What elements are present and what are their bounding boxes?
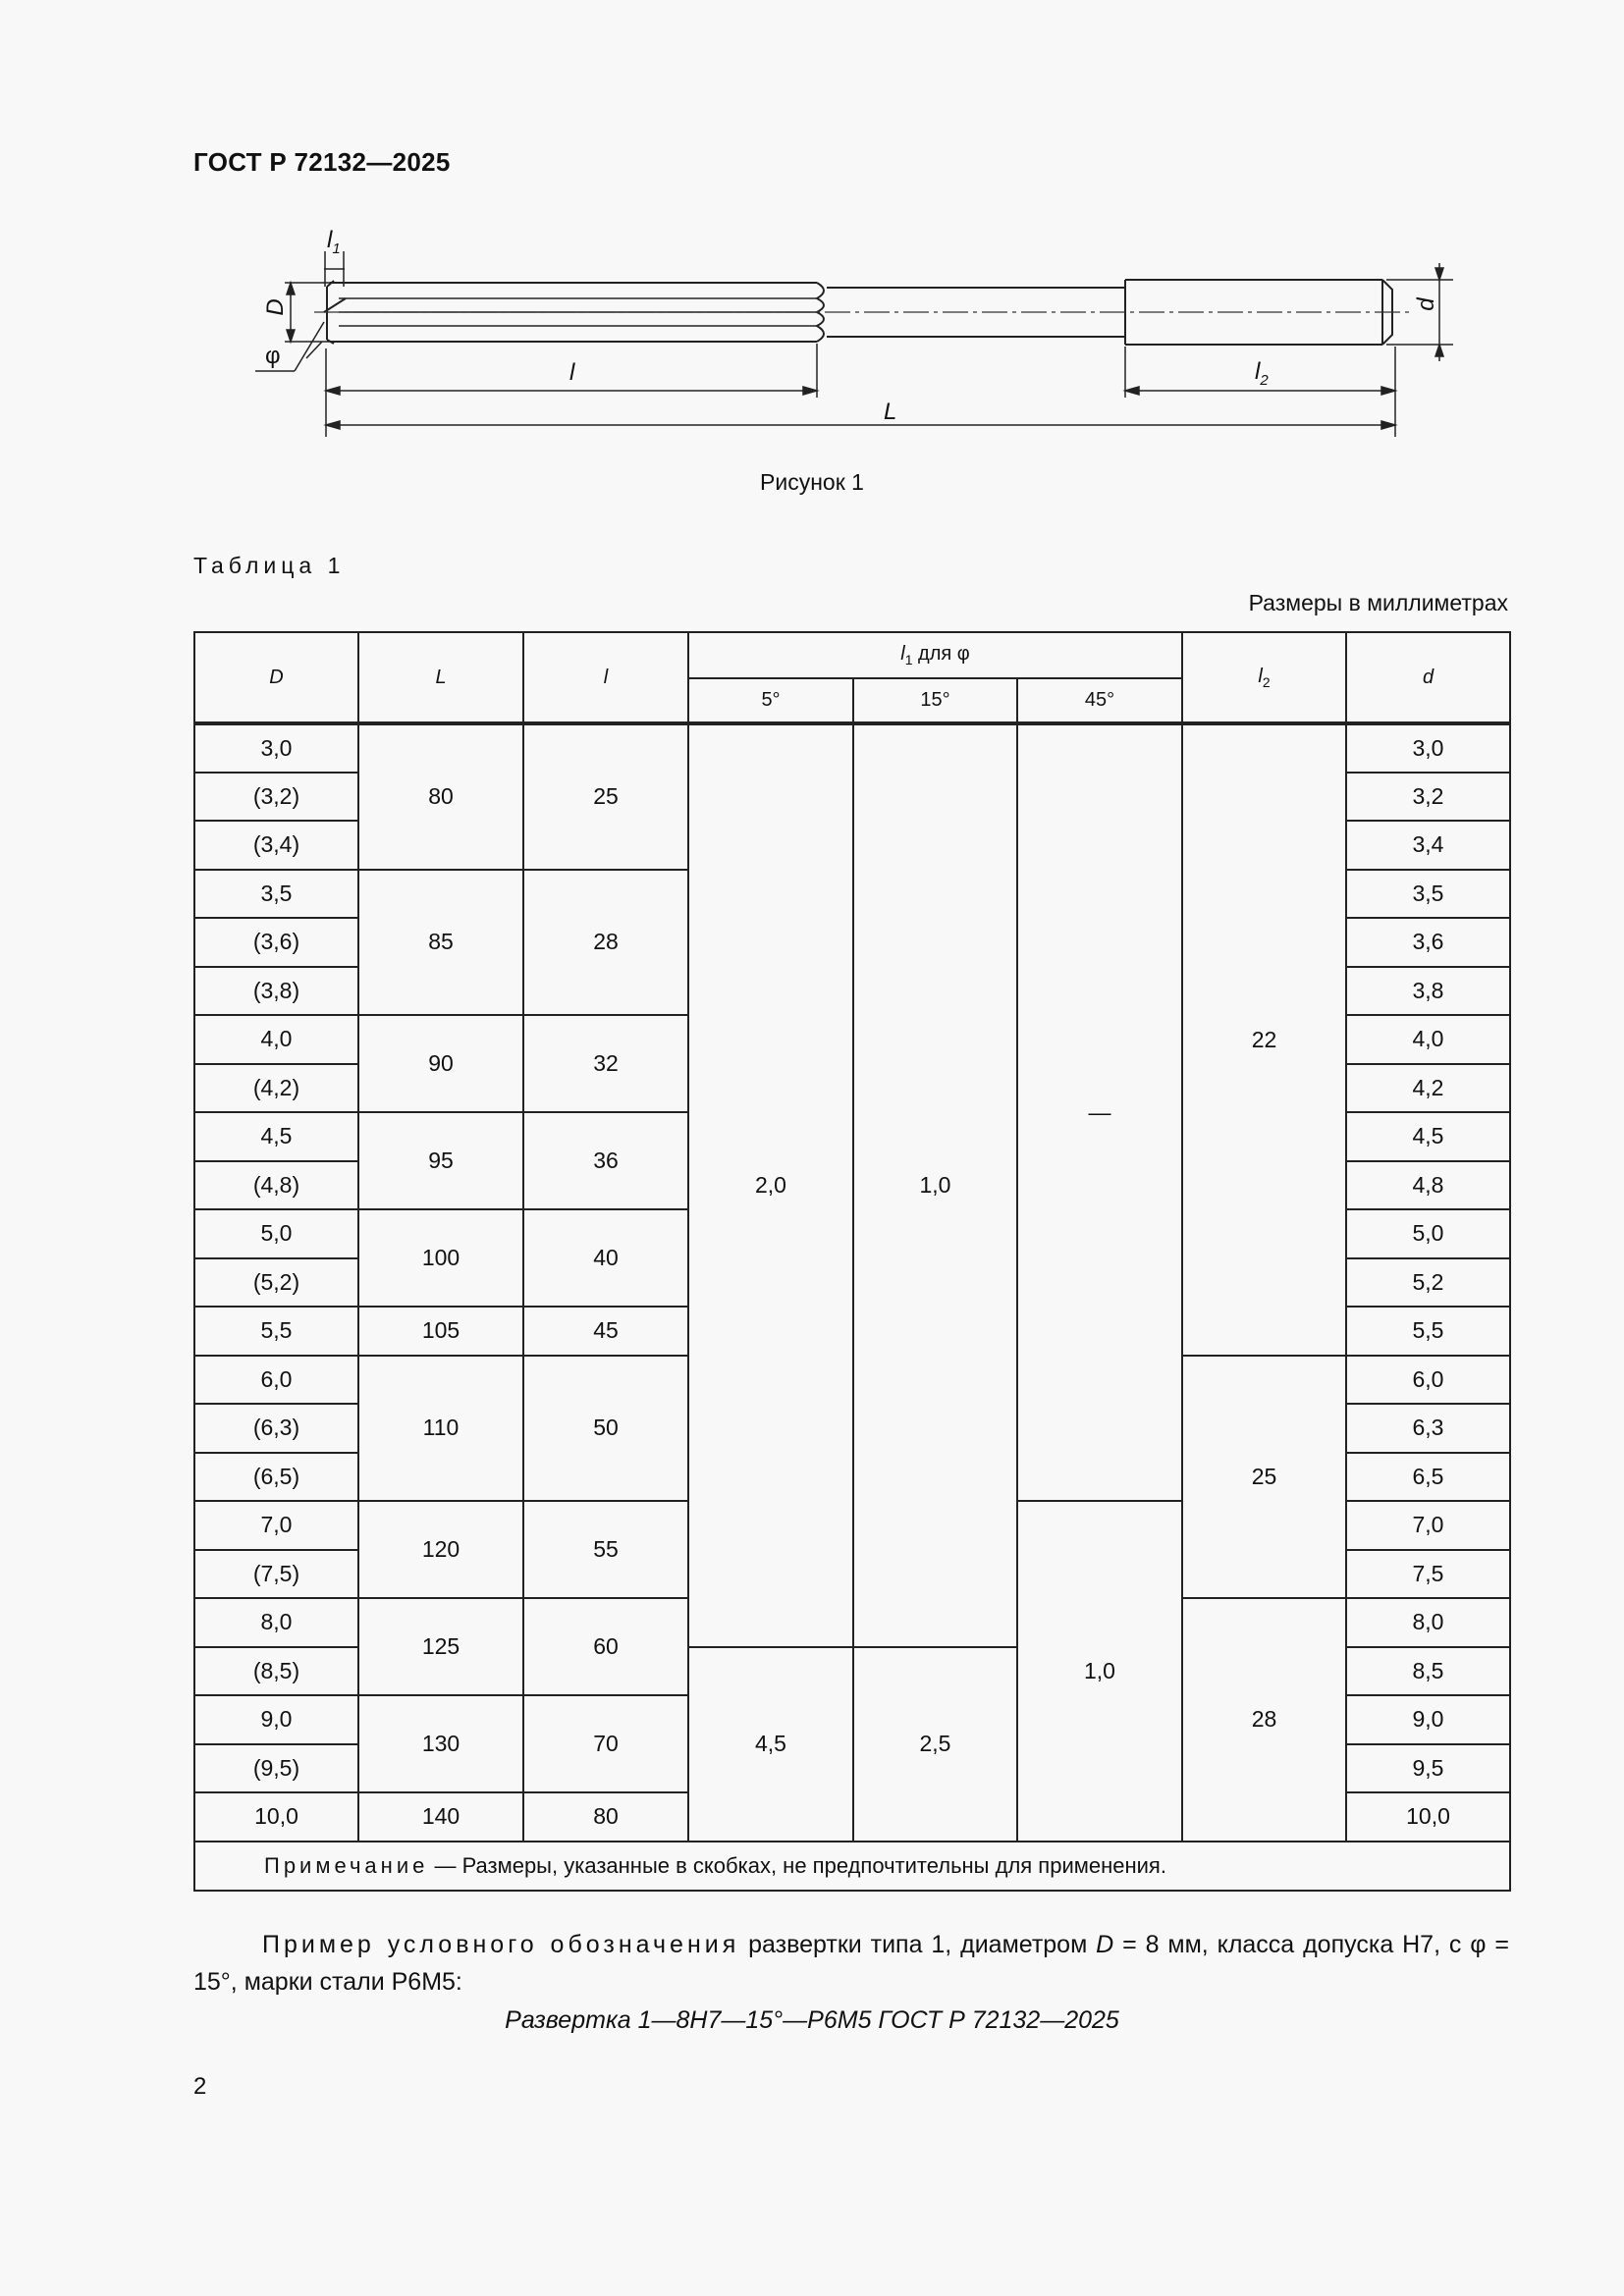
cell-D: (4,2) <box>194 1064 358 1113</box>
cell-D: 3,5 <box>194 870 358 919</box>
cell-l1-5: 4,5 <box>688 1647 853 1842</box>
cell-d: 4,0 <box>1346 1015 1510 1064</box>
cell-D: (3,2) <box>194 773 358 822</box>
cell-d: 6,5 <box>1346 1453 1510 1502</box>
cell-D: 4,5 <box>194 1112 358 1161</box>
cell-d: 3,6 <box>1346 918 1510 967</box>
cell-L: 100 <box>358 1209 523 1307</box>
header-L: L <box>358 632 523 723</box>
cell-l1-45: — <box>1017 723 1182 1501</box>
cell-l1-5: 2,0 <box>688 723 853 1647</box>
cell-d: 5,5 <box>1346 1307 1510 1356</box>
cell-L: 130 <box>358 1695 523 1792</box>
cell-L: 85 <box>358 870 523 1016</box>
table-note: Примечание — Размеры, указанные в скобках, не предпочтительны для применения. <box>194 1842 1510 1891</box>
cell-D: 9,0 <box>194 1695 358 1744</box>
cell-l: 40 <box>523 1209 688 1307</box>
cell-d: 4,2 <box>1346 1064 1510 1113</box>
cell-D: 10,0 <box>194 1792 358 1842</box>
label-l2: $l_2$ <box>1255 358 1269 389</box>
cell-D: (7,5) <box>194 1550 358 1599</box>
header-phi-5: 5° <box>688 678 853 723</box>
header-l1-for-phi: $l_1$ для φ <box>688 632 1182 678</box>
cell-l1-15: 1,0 <box>853 723 1017 1647</box>
cell-d: 8,0 <box>1346 1598 1510 1647</box>
cell-D: (8,5) <box>194 1647 358 1696</box>
cell-d: 4,8 <box>1346 1161 1510 1210</box>
page-number: 2 <box>193 2073 207 2100</box>
cell-l: 80 <box>523 1792 688 1842</box>
cell-D: 4,0 <box>194 1015 358 1064</box>
cell-d: 5,0 <box>1346 1209 1510 1258</box>
cell-L: 90 <box>358 1015 523 1112</box>
label-d: d <box>1413 297 1439 311</box>
label-l: l <box>569 359 575 386</box>
cell-L: 95 <box>358 1112 523 1209</box>
cell-D: 6,0 <box>194 1356 358 1405</box>
cell-D: (9,5) <box>194 1744 358 1793</box>
table-note-row <box>194 1842 1510 1891</box>
header-l2: $l_2$ <box>1182 632 1346 723</box>
cell-D: (6,5) <box>194 1453 358 1502</box>
cell-d: 3,2 <box>1346 773 1510 822</box>
document-code-header: ГОСТ Р 72132—2025 <box>193 147 451 177</box>
cell-D: 8,0 <box>194 1598 358 1647</box>
cell-d: 9,0 <box>1346 1695 1510 1744</box>
cell-l1-15: 2,5 <box>853 1647 1017 1842</box>
cell-D: (5,2) <box>194 1258 358 1308</box>
header-d: d <box>1346 632 1510 723</box>
header-D: D <box>194 632 358 723</box>
header-phi-15: 15° <box>853 678 1017 723</box>
figure-caption: Рисунок 1 <box>760 469 864 495</box>
table-label: Таблица 1 <box>193 553 346 578</box>
cell-d: 8,5 <box>1346 1647 1510 1696</box>
cell-L: 125 <box>358 1598 523 1695</box>
cell-L: 120 <box>358 1501 523 1598</box>
header-phi-45: 45° <box>1017 678 1182 723</box>
cell-l: 28 <box>523 870 688 1016</box>
cell-l1-45: 1,0 <box>1017 1501 1182 1842</box>
cell-d: 10,0 <box>1346 1792 1510 1842</box>
cell-l2: 22 <box>1182 723 1346 1356</box>
cell-d: 7,0 <box>1346 1501 1510 1550</box>
cell-l: 60 <box>523 1598 688 1695</box>
cell-d: 3,8 <box>1346 967 1510 1016</box>
cell-d: 3,0 <box>1346 723 1510 773</box>
cell-D: 5,5 <box>194 1307 358 1356</box>
cell-d: 5,2 <box>1346 1258 1510 1308</box>
cell-D: 7,0 <box>194 1501 358 1550</box>
cell-l: 36 <box>523 1112 688 1209</box>
label-l1: $l_1$ <box>327 227 341 257</box>
label-phi: φ <box>265 343 281 369</box>
cell-d: 7,5 <box>1346 1550 1510 1599</box>
cell-d: 3,5 <box>1346 870 1510 919</box>
cell-l: 45 <box>523 1307 688 1356</box>
cell-l: 50 <box>523 1356 688 1502</box>
cell-D: (3,8) <box>194 967 358 1016</box>
cell-L: 110 <box>358 1356 523 1502</box>
cell-l: 55 <box>523 1501 688 1598</box>
header-l: l <box>523 632 688 723</box>
cell-l: 25 <box>523 723 688 870</box>
designation-example: Развертка 1—8Н7—15°—Р6М5 ГОСТ Р 72132—2025 <box>505 2006 1119 2034</box>
designation-example-paragraph: Пример условного обозначения развертки типа 1, диаметром D = 8 мм, класса допуска Н7, с φ = 15°, марки стали Р6М5: <box>193 1931 1509 1996</box>
cell-l: 32 <box>523 1015 688 1112</box>
cell-l2: 25 <box>1182 1356 1346 1599</box>
cell-D: (3,4) <box>194 821 358 870</box>
cell-D: 3,0 <box>194 723 358 773</box>
cell-D: 5,0 <box>194 1209 358 1258</box>
cell-l: 70 <box>523 1695 688 1792</box>
cell-d: 3,4 <box>1346 821 1510 870</box>
units-note: Размеры в миллиметрах <box>1248 590 1508 615</box>
cell-L: 80 <box>358 723 523 870</box>
table-row <box>194 723 1510 773</box>
cell-L: 105 <box>358 1307 523 1356</box>
cell-d: 6,3 <box>1346 1404 1510 1453</box>
label-L: L <box>884 399 897 425</box>
reamer-drawing <box>0 196 1624 452</box>
cell-l2: 28 <box>1182 1598 1346 1842</box>
cell-L: 140 <box>358 1792 523 1842</box>
cell-d: 6,0 <box>1346 1356 1510 1405</box>
cell-d: 4,5 <box>1346 1112 1510 1161</box>
cell-D: (3,6) <box>194 918 358 967</box>
cell-d: 9,5 <box>1346 1744 1510 1793</box>
label-D: D <box>262 298 289 316</box>
cell-D: (4,8) <box>194 1161 358 1210</box>
cell-D: (6,3) <box>194 1404 358 1453</box>
dimensions-table <box>193 631 1511 1892</box>
